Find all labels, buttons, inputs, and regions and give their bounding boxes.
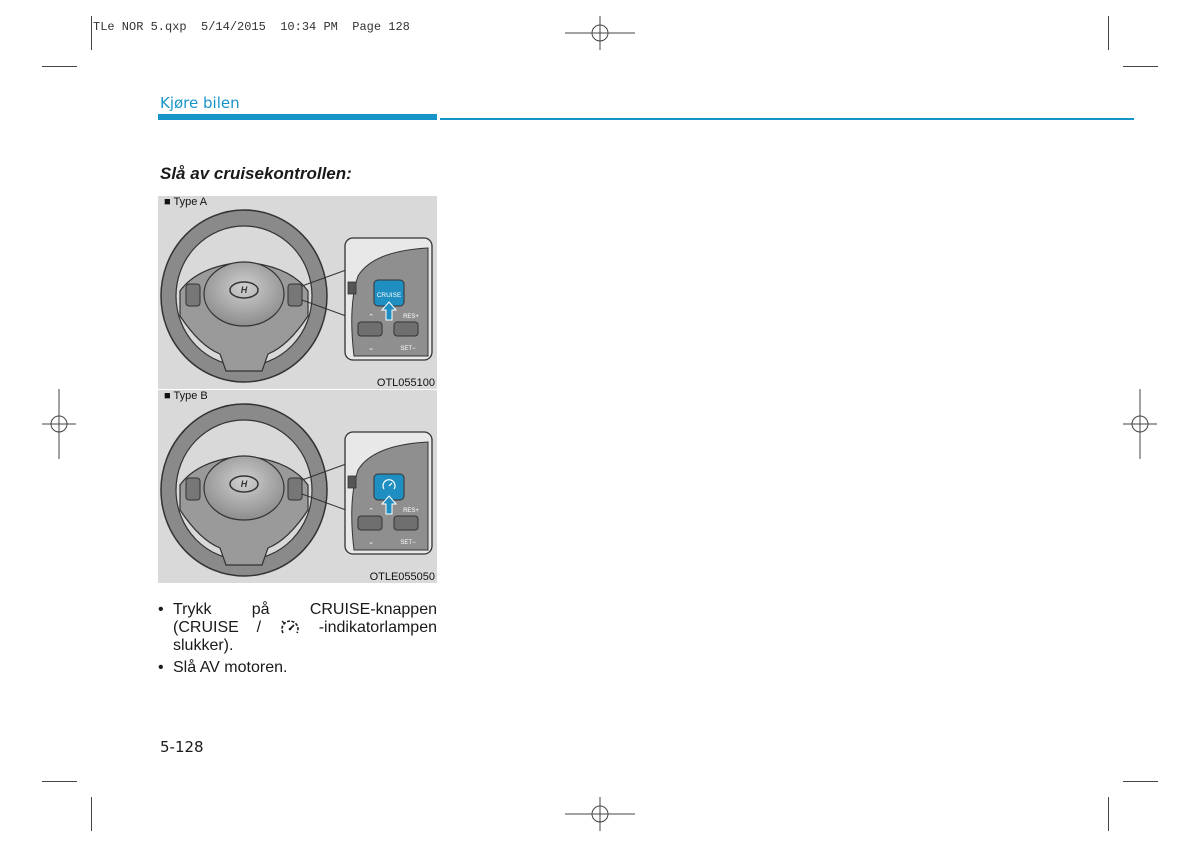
- chevron-up-icon: ⌃: [368, 508, 374, 515]
- chevron-up-icon: ⌃: [368, 314, 374, 321]
- set-label: SET−: [400, 540, 416, 546]
- list-item: [158, 601, 437, 655]
- svg-text:H: H: [240, 285, 248, 295]
- set-label: SET−: [400, 346, 416, 352]
- registration-mark: [565, 797, 635, 831]
- instruction-list: [158, 601, 437, 681]
- list-item-text: Slå AV motoren.: [173, 659, 288, 676]
- crop-mark: [1123, 781, 1158, 782]
- cruise-indicator-icon: [279, 619, 301, 637]
- registration-mark: [565, 16, 635, 50]
- figure-type-a: [158, 196, 437, 389]
- list-item-text: -indikatorlampen: [318, 619, 437, 636]
- res-label: RES+: [403, 508, 419, 514]
- steering-wheel-illustration: [158, 390, 437, 583]
- crop-mark: [91, 797, 92, 831]
- crop-mark: [42, 66, 77, 67]
- bullet-dot: •: [158, 659, 164, 676]
- crop-mark: [91, 16, 92, 50]
- lane-icon: [348, 282, 356, 294]
- lane-icon: [348, 476, 356, 488]
- chevron-down-icon: ⌄: [368, 345, 374, 352]
- figure-type-label: ■ Type A: [164, 196, 208, 208]
- print-slug: TLe NOR 5.qxp 5/14/2015 10:34 PM Page 128: [93, 20, 410, 34]
- steering-wheel-illustration: [158, 196, 437, 389]
- crop-mark: [1123, 66, 1158, 67]
- figure-code: OTLE055050: [369, 571, 435, 583]
- registration-mark: [42, 389, 76, 459]
- header-rule: [440, 118, 1134, 120]
- registration-mark: [1123, 389, 1157, 459]
- procedure-heading: Slå av cruisekontrollen:: [160, 164, 352, 183]
- bullet-dot: •: [158, 601, 164, 618]
- crop-mark: [42, 781, 77, 782]
- list-item-text: /: [256, 619, 262, 636]
- list-item-text: på: [251, 601, 270, 618]
- svg-text:H: H: [240, 479, 248, 489]
- crop-mark: [1108, 16, 1109, 50]
- section-title: Kjøre bilen: [160, 94, 240, 112]
- crop-mark: [1108, 797, 1109, 831]
- figure-code: OTL055100: [376, 377, 435, 389]
- list-item-text: (CRUISE: [173, 619, 239, 636]
- figure-type-label: ■ Type B: [164, 390, 208, 402]
- cruise-button-label: CRUISE: [376, 292, 402, 299]
- figure-type-b: [158, 390, 437, 583]
- header-bar: [158, 114, 437, 120]
- list-item-text: CRUISE-knappen: [309, 601, 437, 618]
- list-item: [158, 659, 437, 677]
- list-item-text: Trykk: [173, 601, 212, 618]
- page-number: 5-128: [160, 738, 204, 756]
- res-label: RES+: [403, 314, 419, 320]
- chevron-down-icon: ⌄: [368, 539, 374, 546]
- list-item-text: slukker).: [173, 637, 234, 654]
